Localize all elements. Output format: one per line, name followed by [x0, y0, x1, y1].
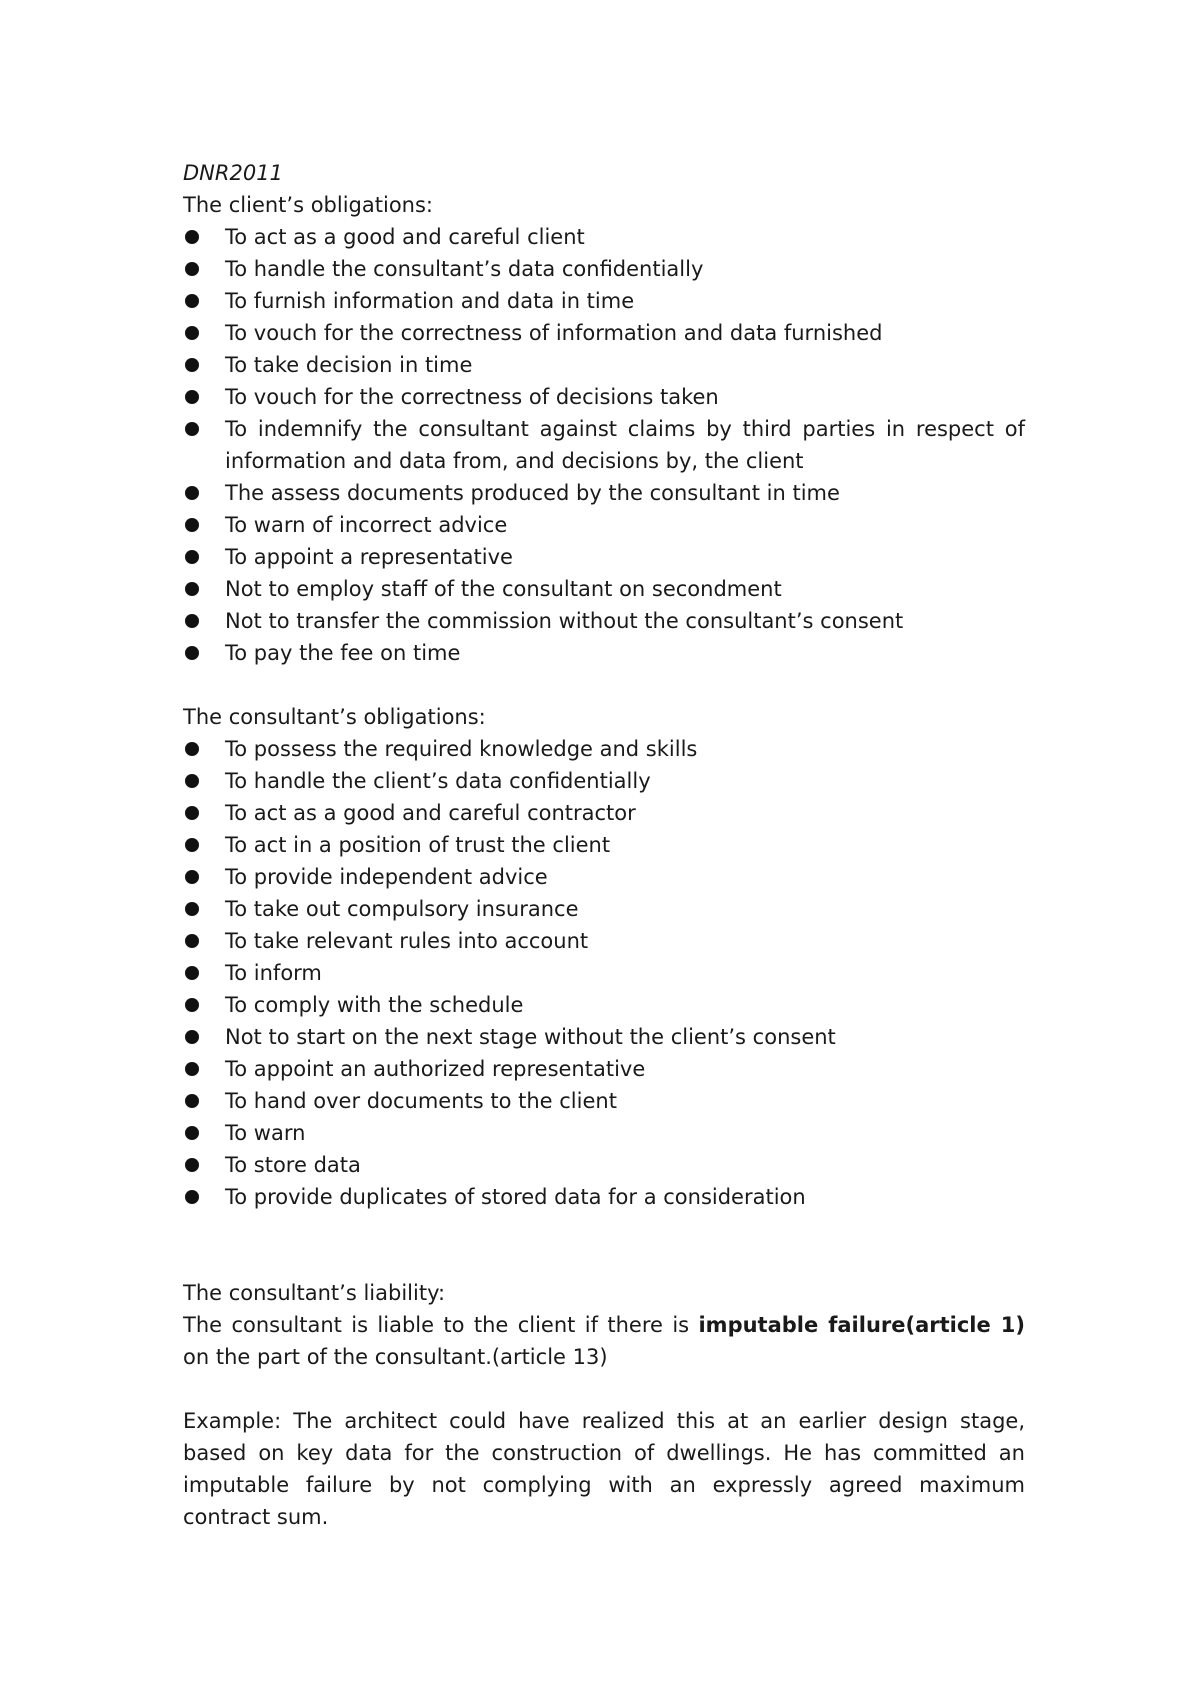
list-item [183, 477, 1025, 509]
list-item-text: To handle the consultant’s data confidentially [225, 257, 704, 281]
list-item [183, 381, 1025, 413]
list-item-text: To act in a position of trust the client [225, 833, 611, 857]
list-item-text: To appoint a representative [225, 545, 513, 569]
spacer [183, 1213, 1025, 1277]
list-item [183, 413, 1025, 477]
list-item-text: To possess the required knowledge and skills [225, 737, 698, 761]
list-item-text: To inform [225, 961, 322, 985]
list-item-text: To warn [225, 1121, 306, 1145]
list-item [183, 1149, 1025, 1181]
bullet-icon [185, 422, 199, 436]
bullet-icon [185, 902, 199, 916]
document-body [183, 157, 1025, 1533]
list-item [183, 893, 1025, 925]
bullet-icon [185, 742, 199, 756]
list-item [183, 221, 1025, 253]
client-obligations-heading: The client’s obligations: [183, 193, 433, 217]
list-item-text: Not to start on the next stage without the client’s consent [225, 1025, 836, 1049]
list-item-text: To indemnify the consultant against claims by third parties in respect of information and data from, and decisions by, the client [225, 417, 1025, 473]
list-item [183, 1181, 1025, 1213]
list-item [183, 253, 1025, 285]
document-title: DNR2011 [183, 161, 283, 185]
consultant-obligations-list [183, 733, 1025, 1213]
list-item-text: To hand over documents to the client [225, 1089, 617, 1113]
list-item-text: To vouch for the correctness of decisions taken [225, 385, 719, 409]
client-obligations-list [183, 221, 1025, 669]
bullet-icon [185, 1126, 199, 1140]
liability-paragraph [183, 1309, 1025, 1373]
bullet-icon [185, 1030, 199, 1044]
list-item [183, 573, 1025, 605]
list-item [183, 733, 1025, 765]
list-item [183, 925, 1025, 957]
list-item-text: To store data [225, 1153, 361, 1177]
liability-text-end: on the part of the consultant.(article 13) [183, 1345, 608, 1369]
list-item-text: To comply with the schedule [225, 993, 524, 1017]
list-item [183, 541, 1025, 573]
list-item-text: To take relevant rules into account [225, 929, 589, 953]
list-item-text: To furnish information and data in time [225, 289, 635, 313]
bullet-icon [185, 1062, 199, 1076]
list-item [183, 1085, 1025, 1117]
list-item-text: To take out compulsory insurance [225, 897, 579, 921]
bullet-icon [185, 934, 199, 948]
bullet-icon [185, 998, 199, 1012]
bullet-icon [185, 646, 199, 660]
list-item-text: Not to employ staff of the consultant on secondment [225, 577, 782, 601]
bullet-icon [185, 518, 199, 532]
bullet-icon [185, 390, 199, 404]
list-item [183, 765, 1025, 797]
list-item [183, 317, 1025, 349]
list-item-text: To provide independent advice [225, 865, 548, 889]
bullet-icon [185, 358, 199, 372]
example-paragraph: Example: The architect could have realized this at an earlier design stage, based on key data for the construction of dwellings. He has committed an imputable failure by not complying with an expressly agreed maximum contract sum. [183, 1409, 1025, 1529]
bullet-icon [185, 550, 199, 564]
list-item [183, 1117, 1025, 1149]
list-item [183, 957, 1025, 989]
list-item [183, 509, 1025, 541]
bullet-icon [185, 806, 199, 820]
bullet-icon [185, 262, 199, 276]
list-item [183, 349, 1025, 381]
bullet-icon [185, 774, 199, 788]
list-item [183, 829, 1025, 861]
consultant-liability-heading: The consultant’s liability: [183, 1281, 446, 1305]
list-item [183, 285, 1025, 317]
list-item [183, 605, 1025, 637]
list-item [183, 1021, 1025, 1053]
bullet-icon [185, 1158, 199, 1172]
list-item-text: To act as a good and careful client [225, 225, 585, 249]
list-item-text: To warn of incorrect advice [225, 513, 508, 537]
list-item-text: To appoint an authorized representative [225, 1057, 646, 1081]
bullet-icon [185, 294, 199, 308]
bullet-icon [185, 870, 199, 884]
list-item-text: To take decision in time [225, 353, 473, 377]
liability-text-start: The consultant is liable to the client if there is [183, 1313, 699, 1337]
spacer [183, 669, 1025, 701]
bullet-icon [185, 1094, 199, 1108]
list-item-text: To act as a good and careful contractor [225, 801, 636, 825]
list-item-text: To provide duplicates of stored data for a consideration [225, 1185, 806, 1209]
liability-text-bold: imputable failure(article 1) [698, 1313, 1025, 1337]
list-item-text: To vouch for the correctness of information and data furnished [225, 321, 883, 345]
list-item-text: To pay the fee on time [225, 641, 461, 665]
list-item-text: To handle the client’s data confidentially [225, 769, 651, 793]
list-item-text: Not to transfer the commission without the consultant’s consent [225, 609, 904, 633]
list-item [183, 637, 1025, 669]
consultant-obligations-heading: The consultant’s obligations: [183, 705, 486, 729]
list-item [183, 1053, 1025, 1085]
list-item [183, 989, 1025, 1021]
bullet-icon [185, 230, 199, 244]
bullet-icon [185, 326, 199, 340]
bullet-icon [185, 1190, 199, 1204]
list-item [183, 797, 1025, 829]
spacer [183, 1373, 1025, 1405]
list-item-text: The assess documents produced by the consultant in time [225, 481, 840, 505]
list-item [183, 861, 1025, 893]
bullet-icon [185, 614, 199, 628]
bullet-icon [185, 838, 199, 852]
bullet-icon [185, 582, 199, 596]
bullet-icon [185, 966, 199, 980]
bullet-icon [185, 486, 199, 500]
